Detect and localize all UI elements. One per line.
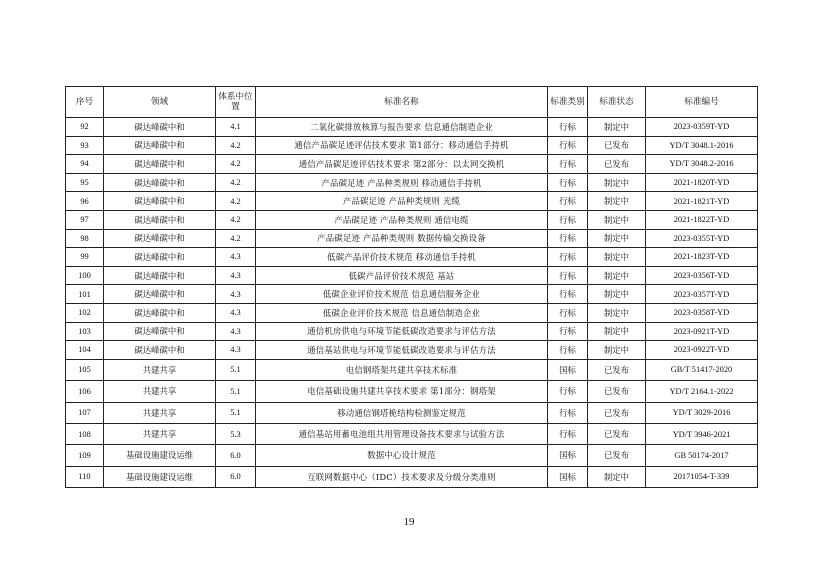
cell-status: 已发布 bbox=[588, 445, 646, 466]
cell-code: 2023-0356T-YD bbox=[646, 266, 758, 285]
cell-code: 2023-0921T-YD bbox=[646, 322, 758, 341]
cell-status: 已发布 bbox=[588, 155, 646, 174]
cell-name: 电信钢塔架共建共享技术标准 bbox=[256, 359, 548, 380]
cell-category: 行标 bbox=[548, 303, 588, 322]
cell-code: GB 50174-2017 bbox=[646, 445, 758, 466]
cell-field: 共建共享 bbox=[104, 359, 216, 380]
header-status: 标准状态 bbox=[588, 87, 646, 118]
cell-position: 4.3 bbox=[216, 285, 256, 304]
cell-status: 已发布 bbox=[588, 381, 646, 402]
header-name: 标准名称 bbox=[256, 87, 548, 118]
cell-field: 碳达峰碳中和 bbox=[104, 266, 216, 285]
cell-name: 二氧化碳排放核算与报告要求 信息通信制造企业 bbox=[256, 118, 548, 137]
cell-code: 2023-0922T-YD bbox=[646, 341, 758, 360]
table-row bbox=[66, 173, 758, 192]
table-row bbox=[66, 266, 758, 285]
cell-category: 行标 bbox=[548, 381, 588, 402]
table-row bbox=[66, 341, 758, 360]
cell-status: 已发布 bbox=[588, 423, 646, 444]
cell-field: 碳达峰碳中和 bbox=[104, 210, 216, 229]
cell-position: 5.1 bbox=[216, 402, 256, 423]
cell-status: 制定中 bbox=[588, 466, 646, 487]
cell-status: 已发布 bbox=[588, 402, 646, 423]
cell-field: 碳达峰碳中和 bbox=[104, 136, 216, 155]
cell-code: 2023-0355T-YD bbox=[646, 229, 758, 248]
cell-no: 96 bbox=[66, 192, 104, 211]
cell-name: 产品碳足迹 产品种类规则 通信电缆 bbox=[256, 210, 548, 229]
cell-field: 碳达峰碳中和 bbox=[104, 173, 216, 192]
cell-field: 碳达峰碳中和 bbox=[104, 322, 216, 341]
cell-position: 4.1 bbox=[216, 118, 256, 137]
table-row bbox=[66, 210, 758, 229]
cell-field: 碳达峰碳中和 bbox=[104, 229, 216, 248]
cell-name: 低碳企业评价技术规范 信息通信制造企业 bbox=[256, 303, 548, 322]
table-row bbox=[66, 322, 758, 341]
cell-name: 互联网数据中心（IDC）技术要求及分级分类准则 bbox=[256, 466, 548, 487]
cell-code: YD/T 3946-2021 bbox=[646, 423, 758, 444]
cell-category: 行标 bbox=[548, 285, 588, 304]
cell-code: 2021-1821T-YD bbox=[646, 192, 758, 211]
cell-code: 2021-1822T-YD bbox=[646, 210, 758, 229]
cell-position: 5.1 bbox=[216, 381, 256, 402]
cell-no: 109 bbox=[66, 445, 104, 466]
table-row bbox=[66, 248, 758, 267]
cell-code: 20171054-T-339 bbox=[646, 466, 758, 487]
cell-position: 4.2 bbox=[216, 229, 256, 248]
cell-field: 碳达峰碳中和 bbox=[104, 285, 216, 304]
cell-status: 制定中 bbox=[588, 192, 646, 211]
cell-position: 4.3 bbox=[216, 341, 256, 360]
cell-field: 碳达峰碳中和 bbox=[104, 155, 216, 174]
cell-position: 4.2 bbox=[216, 210, 256, 229]
table-body bbox=[66, 118, 758, 488]
cell-name: 电信基础设施共建共享技术要求 第1部分：钢塔架 bbox=[256, 381, 548, 402]
cell-category: 国标 bbox=[548, 466, 588, 487]
cell-status: 制定中 bbox=[588, 341, 646, 360]
cell-category: 行标 bbox=[548, 402, 588, 423]
header-no: 序号 bbox=[66, 87, 104, 118]
cell-position: 4.2 bbox=[216, 155, 256, 174]
cell-category: 行标 bbox=[548, 423, 588, 444]
standards-table bbox=[65, 86, 758, 488]
cell-status: 制定中 bbox=[588, 248, 646, 267]
cell-code: YD/T 2164.1-2022 bbox=[646, 381, 758, 402]
cell-no: 97 bbox=[66, 210, 104, 229]
table-row bbox=[66, 155, 758, 174]
table-row bbox=[66, 445, 758, 466]
cell-code: YD/T 3048.2-2016 bbox=[646, 155, 758, 174]
table-row bbox=[66, 402, 758, 423]
cell-category: 行标 bbox=[548, 118, 588, 137]
cell-name: 产品碳足迹 产品种类规则 移动通信手持机 bbox=[256, 173, 548, 192]
cell-name: 通信基站供电与环境节能低碳改造要求与评估方法 bbox=[256, 341, 548, 360]
cell-name: 移动通信钢塔桅结构检测鉴定规范 bbox=[256, 402, 548, 423]
cell-field: 碳达峰碳中和 bbox=[104, 248, 216, 267]
cell-code: YD/T 3048.1-2016 bbox=[646, 136, 758, 155]
cell-category: 行标 bbox=[548, 322, 588, 341]
cell-code: 2021-1823T-YD bbox=[646, 248, 758, 267]
cell-code: 2021-1820T-YD bbox=[646, 173, 758, 192]
cell-position: 4.3 bbox=[216, 266, 256, 285]
cell-no: 110 bbox=[66, 466, 104, 487]
cell-field: 碳达峰碳中和 bbox=[104, 341, 216, 360]
cell-category: 行标 bbox=[548, 173, 588, 192]
cell-no: 103 bbox=[66, 322, 104, 341]
cell-name: 低碳产品评价技术规范 移动通信手持机 bbox=[256, 248, 548, 267]
cell-no: 92 bbox=[66, 118, 104, 137]
cell-category: 行标 bbox=[548, 229, 588, 248]
cell-field: 共建共享 bbox=[104, 381, 216, 402]
cell-field: 碳达峰碳中和 bbox=[104, 118, 216, 137]
table-row bbox=[66, 423, 758, 444]
cell-code: 2023-0358T-YD bbox=[646, 303, 758, 322]
cell-no: 107 bbox=[66, 402, 104, 423]
cell-position: 4.3 bbox=[216, 248, 256, 267]
table-row bbox=[66, 136, 758, 155]
cell-field: 基础设施建设运维 bbox=[104, 445, 216, 466]
table-row bbox=[66, 359, 758, 380]
cell-no: 108 bbox=[66, 423, 104, 444]
header-position: 体系中位置 bbox=[216, 87, 256, 118]
cell-field: 碳达峰碳中和 bbox=[104, 303, 216, 322]
table-row bbox=[66, 118, 758, 137]
cell-name: 通信基站用蓄电池组共用管理设备技术要求与试验方法 bbox=[256, 423, 548, 444]
table-row bbox=[66, 381, 758, 402]
cell-code: 2023-0359T-YD bbox=[646, 118, 758, 137]
cell-status: 制定中 bbox=[588, 285, 646, 304]
header-code: 标准编号 bbox=[646, 87, 758, 118]
cell-category: 行标 bbox=[548, 266, 588, 285]
cell-status: 制定中 bbox=[588, 229, 646, 248]
cell-name: 低碳企业评价技术规范 信息通信服务企业 bbox=[256, 285, 548, 304]
cell-no: 94 bbox=[66, 155, 104, 174]
cell-name: 数据中心设计规范 bbox=[256, 445, 548, 466]
cell-status: 制定中 bbox=[588, 210, 646, 229]
cell-name: 产品碳足迹 产品种类规则 数据传输交换设备 bbox=[256, 229, 548, 248]
cell-position: 5.3 bbox=[216, 423, 256, 444]
cell-name: 通信产品碳足迹评估技术要求 第2部分：以太网交换机 bbox=[256, 155, 548, 174]
cell-no: 100 bbox=[66, 266, 104, 285]
cell-status: 制定中 bbox=[588, 303, 646, 322]
table-row bbox=[66, 285, 758, 304]
cell-name: 产品碳足迹 产品种类规则 光缆 bbox=[256, 192, 548, 211]
cell-field: 共建共享 bbox=[104, 423, 216, 444]
cell-position: 6.0 bbox=[216, 466, 256, 487]
cell-category: 行标 bbox=[548, 136, 588, 155]
table-row bbox=[66, 229, 758, 248]
cell-field: 共建共享 bbox=[104, 402, 216, 423]
cell-field: 基础设施建设运维 bbox=[104, 466, 216, 487]
table-row bbox=[66, 466, 758, 487]
cell-no: 99 bbox=[66, 248, 104, 267]
cell-position: 6.0 bbox=[216, 445, 256, 466]
cell-position: 4.2 bbox=[216, 136, 256, 155]
cell-code: 2023-0357T-YD bbox=[646, 285, 758, 304]
header-category: 标准类别 bbox=[548, 87, 588, 118]
cell-name: 低碳产品评价技术规范 基站 bbox=[256, 266, 548, 285]
cell-no: 95 bbox=[66, 173, 104, 192]
cell-position: 4.3 bbox=[216, 303, 256, 322]
cell-category: 行标 bbox=[548, 341, 588, 360]
cell-status: 已发布 bbox=[588, 359, 646, 380]
cell-category: 国标 bbox=[548, 445, 588, 466]
cell-no: 104 bbox=[66, 341, 104, 360]
cell-no: 93 bbox=[66, 136, 104, 155]
cell-status: 制定中 bbox=[588, 173, 646, 192]
cell-name: 通信产品碳足迹评估技术要求 第1部分：移动通信手持机 bbox=[256, 136, 548, 155]
table-header-row bbox=[66, 87, 758, 118]
cell-status: 制定中 bbox=[588, 322, 646, 341]
cell-position: 4.2 bbox=[216, 173, 256, 192]
cell-category: 行标 bbox=[548, 210, 588, 229]
cell-status: 制定中 bbox=[588, 118, 646, 137]
cell-position: 4.2 bbox=[216, 192, 256, 211]
cell-name: 通信机房供电与环境节能低碳改造要求与评估方法 bbox=[256, 322, 548, 341]
cell-no: 98 bbox=[66, 229, 104, 248]
cell-no: 105 bbox=[66, 359, 104, 380]
header-field: 领域 bbox=[104, 87, 216, 118]
cell-status: 制定中 bbox=[588, 266, 646, 285]
cell-field: 碳达峰碳中和 bbox=[104, 192, 216, 211]
cell-position: 5.1 bbox=[216, 359, 256, 380]
page-number: 19 bbox=[403, 516, 415, 528]
cell-category: 行标 bbox=[548, 192, 588, 211]
cell-no: 106 bbox=[66, 381, 104, 402]
table-row bbox=[66, 192, 758, 211]
cell-category: 行标 bbox=[548, 155, 588, 174]
cell-category: 行标 bbox=[548, 248, 588, 267]
cell-category: 国标 bbox=[548, 359, 588, 380]
cell-code: GB/T 51417-2020 bbox=[646, 359, 758, 380]
cell-position: 4.3 bbox=[216, 322, 256, 341]
table-row bbox=[66, 303, 758, 322]
cell-no: 101 bbox=[66, 285, 104, 304]
cell-no: 102 bbox=[66, 303, 104, 322]
cell-status: 已发布 bbox=[588, 136, 646, 155]
cell-code: YD/T 3029-2016 bbox=[646, 402, 758, 423]
